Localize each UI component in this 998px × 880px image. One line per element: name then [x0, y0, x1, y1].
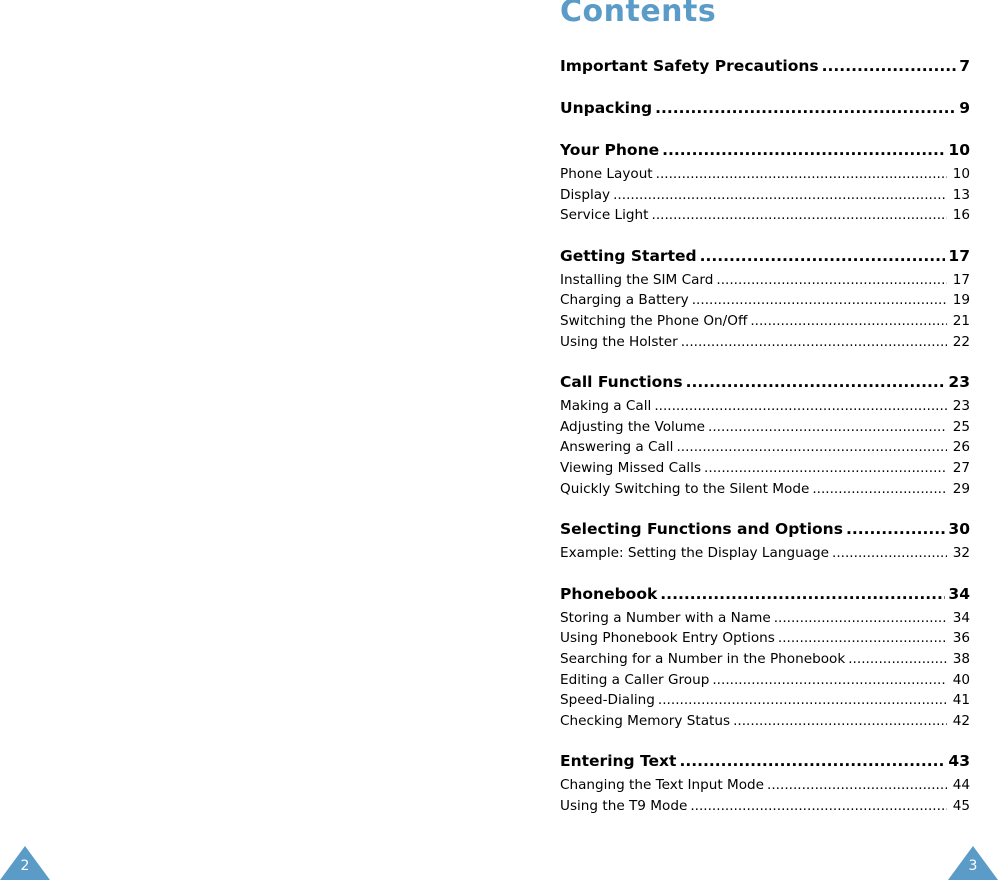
subsection-page-number: 26 [952, 439, 970, 456]
subsection-page-number: 40 [952, 671, 970, 688]
toc-subsection-entry[interactable] [560, 332, 970, 353]
subsection-title: Using the T9 Mode [560, 797, 688, 814]
subsection-page-number: 44 [952, 777, 970, 794]
chapter-page-number: 30 [948, 520, 970, 539]
dot-leader [822, 55, 957, 78]
chapter-title: Call Functions [560, 373, 683, 392]
toc-section [560, 750, 970, 816]
toc-subsection-entry[interactable] [560, 164, 970, 185]
subsection-title: Using Phonebook Entry Options [560, 630, 775, 647]
toc-chapter-entry[interactable] [560, 750, 970, 773]
dot-leader [681, 332, 947, 353]
toc-chapter-entry[interactable] [560, 245, 970, 268]
toc-chapter-entry[interactable] [560, 55, 970, 78]
subsection-page-number: 34 [952, 609, 970, 626]
dot-leader [708, 417, 947, 438]
toc-subsection-entry[interactable] [560, 458, 970, 479]
toc-chapter-entry[interactable] [560, 371, 970, 394]
dot-leader [676, 437, 946, 458]
dot-leader [655, 97, 956, 120]
toc-subsection-entry[interactable] [560, 290, 970, 311]
subsection-title: Searching for a Number in the Phonebook [560, 650, 846, 667]
toc-subsection-entry[interactable] [560, 270, 970, 291]
toc-chapter-entry[interactable] [560, 97, 970, 120]
toc-subsection-entry[interactable] [560, 628, 970, 649]
subsection-page-number: 16 [952, 207, 970, 224]
subsection-page-number: 13 [952, 186, 970, 203]
subsection-title: Changing the Text Input Mode [560, 777, 765, 794]
toc-subsection-entry[interactable] [560, 185, 970, 206]
dot-leader [613, 185, 947, 206]
page-title: Contents [560, 0, 717, 29]
dot-leader [692, 290, 947, 311]
toc-subsection-entry[interactable] [560, 608, 970, 629]
chapter-title: Phonebook [560, 584, 658, 603]
subsection-page-number: 21 [952, 312, 970, 329]
dot-leader [848, 649, 946, 670]
dot-leader [679, 750, 945, 773]
chapter-page-number: 10 [948, 141, 970, 159]
toc-subsection-entry[interactable] [560, 437, 970, 458]
toc-section [560, 583, 970, 732]
dot-leader [658, 690, 947, 711]
subsection-page-number: 23 [952, 398, 970, 415]
chapter-title: Important Safety Precautions [560, 57, 819, 75]
dot-leader [716, 270, 946, 291]
toc-subsection-entry[interactable] [560, 417, 970, 438]
subsection-page-number: 45 [952, 797, 970, 814]
toc-section [560, 518, 970, 564]
dot-leader [733, 711, 947, 732]
dot-leader [704, 458, 947, 479]
chapter-title: Unpacking [560, 99, 653, 117]
subsection-title: Using the Holster [560, 333, 678, 350]
chapter-page-number: 23 [948, 373, 970, 392]
subsection-page-number: 25 [952, 418, 970, 435]
dot-leader [656, 164, 947, 185]
subsection-page-number: 32 [952, 545, 970, 562]
toc-subsection-entry[interactable] [560, 711, 970, 732]
dot-leader [700, 245, 946, 268]
page-number-right: 3 [968, 858, 978, 874]
subsection-page-number: 27 [952, 459, 970, 476]
toc-subsection-entry[interactable] [560, 311, 970, 332]
subsection-title: Checking Memory Status [560, 712, 731, 729]
dot-leader [690, 796, 946, 817]
chapter-page-number: 34 [948, 584, 970, 603]
toc-subsection-entry[interactable] [560, 690, 970, 711]
toc-section [560, 97, 970, 120]
subsection-title: Charging a Battery [560, 292, 689, 309]
toc-subsection-entry[interactable] [560, 796, 970, 817]
subsection-title: Phone Layout [560, 166, 653, 182]
subsection-title: Switching the Phone On/Off [560, 312, 748, 329]
subsection-page-number: 22 [952, 333, 970, 350]
subsection-title: Answering a Call [560, 439, 674, 456]
dot-leader [774, 608, 947, 629]
dot-leader [662, 139, 945, 162]
table-of-contents [560, 55, 970, 835]
dot-leader [654, 396, 946, 417]
chapter-page-number: 7 [959, 57, 970, 75]
dot-leader [686, 371, 946, 394]
toc-chapter-entry[interactable] [560, 139, 970, 162]
chapter-page-number: 17 [948, 246, 970, 265]
subsection-title: Display [560, 186, 611, 203]
toc-chapter-entry[interactable] [560, 518, 970, 541]
subsection-page-number: 10 [952, 166, 970, 182]
subsection-page-number: 41 [952, 692, 970, 709]
toc-chapter-entry[interactable] [560, 583, 970, 606]
dot-leader [652, 205, 947, 226]
toc-subsection-entry[interactable] [560, 670, 970, 691]
toc-section [560, 245, 970, 352]
toc-subsection-entry[interactable] [560, 543, 970, 564]
chapter-page-number: 43 [948, 752, 970, 771]
dot-leader [832, 543, 947, 564]
toc-subsection-entry[interactable] [560, 479, 970, 500]
subsection-title: Installing the SIM Card [560, 271, 714, 288]
subsection-title: Speed-Dialing [560, 692, 655, 709]
dot-leader [767, 775, 947, 796]
toc-subsection-entry[interactable] [560, 649, 970, 670]
toc-subsection-entry[interactable] [560, 775, 970, 796]
subsection-page-number: 42 [952, 712, 970, 729]
subsection-title: Example: Setting the Display Language [560, 545, 830, 562]
chapter-title: Getting Started [560, 246, 697, 265]
subsection-page-number: 38 [952, 650, 970, 667]
toc-section [560, 371, 970, 499]
chapter-title: Your Phone [560, 141, 660, 159]
chapter-page-number: 9 [959, 99, 970, 117]
subsection-title: Adjusting the Volume [560, 418, 706, 435]
dot-leader [846, 518, 945, 541]
subsection-title: Storing a Number with a Name [560, 609, 771, 626]
toc-section [560, 55, 970, 78]
subsection-title: Making a Call [560, 398, 652, 415]
dot-leader [812, 479, 946, 500]
subsection-page-number: 29 [952, 480, 970, 497]
subsection-page-number: 36 [952, 630, 970, 647]
subsection-title: Quickly Switching to the Silent Mode [560, 480, 810, 497]
chapter-title: Selecting Functions and Options [560, 520, 843, 539]
page-number-left: 2 [20, 858, 30, 874]
toc-subsection-entry[interactable] [560, 396, 970, 417]
subsection-title: Viewing Missed Calls [560, 459, 702, 476]
subsection-title: Service Light [560, 207, 649, 224]
dot-leader [778, 628, 947, 649]
toc-section [560, 139, 970, 226]
subsection-page-number: 19 [952, 292, 970, 309]
subsection-title: Editing a Caller Group [560, 671, 710, 688]
dot-leader [712, 670, 946, 691]
toc-subsection-entry[interactable] [560, 205, 970, 226]
dot-leader [660, 583, 945, 606]
chapter-title: Entering Text [560, 752, 677, 771]
dot-leader [750, 311, 946, 332]
subsection-page-number: 17 [952, 271, 970, 288]
